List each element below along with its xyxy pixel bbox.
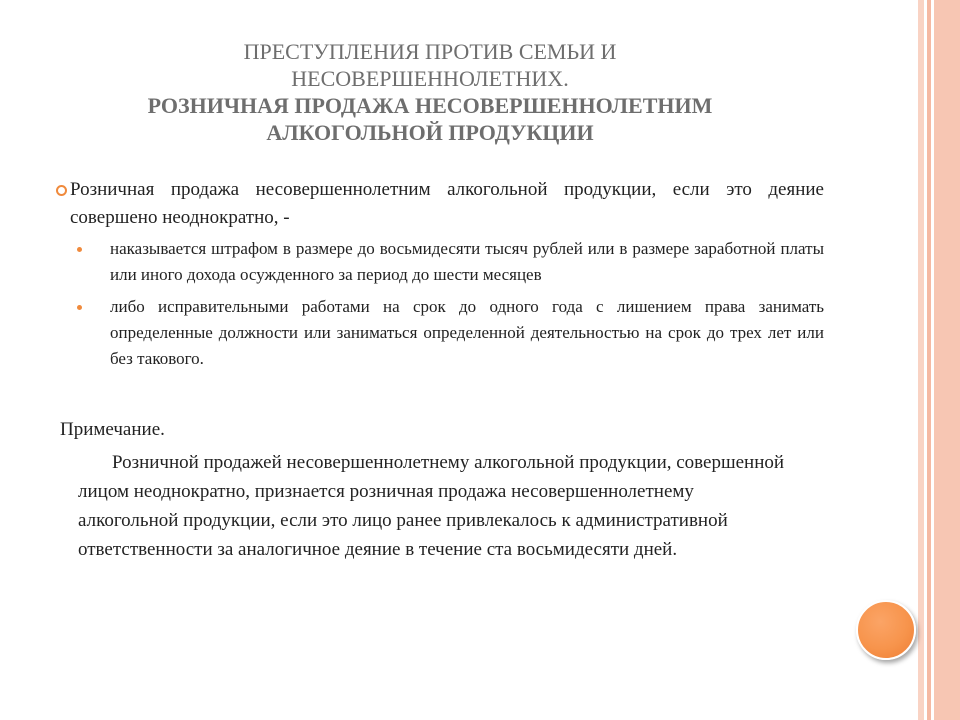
stripe xyxy=(927,0,931,720)
sub-bullet-text: наказывается штрафом в размере до восьмидесяти тысяч рублей или в размере заработной платы или иного дохода осужденного за период до шести месяцев xyxy=(110,239,824,284)
slide-title xyxy=(60,38,800,146)
title-line: ПРЕСТУПЛЕНИЯ ПРОТИВ СЕМЬИ И xyxy=(243,39,617,64)
slide-content xyxy=(60,176,824,564)
note-text: Розничной продажей несовершеннолетнему алкогольной продукции, совершенной лицом неоднократно, признается розничная продажа несовершеннолетнему алкогольной продукции, если это лицо ранее привлекалось к административной ответственности за аналогичное деяние в течение ста восьмидесяти дней. xyxy=(78,452,785,560)
ring-bullet-icon xyxy=(56,185,67,196)
sub-bullet xyxy=(108,294,824,372)
sub-bullet-text: либо исправительными работами на срок до одного года с лишением права занимать определенные должности или заниматься определенной деятельностью на срок до трех лет или без такового. xyxy=(110,297,824,368)
note-paragraph xyxy=(78,448,798,564)
sub-bullet xyxy=(108,236,824,288)
decorative-stripes xyxy=(918,0,960,720)
stripe xyxy=(934,0,960,720)
note-heading: Примечание. xyxy=(60,419,165,440)
dot-bullet-icon xyxy=(77,247,82,252)
main-bullet xyxy=(60,176,824,232)
title-line: НЕСОВЕРШЕННОЛЕТНИХ. xyxy=(291,66,569,91)
subtitle-line: РОЗНИЧНАЯ ПРОДАЖА НЕСОВЕРШЕННОЛЕТНИМ xyxy=(147,93,713,118)
stripe xyxy=(918,0,924,720)
dot-bullet-icon xyxy=(77,305,82,310)
orange-circle xyxy=(856,600,916,660)
subtitle-line: АЛКОГОЛЬНОЙ ПРОДУКЦИИ xyxy=(266,120,594,145)
main-bullet-text: Розничная продажа несовершеннолетним алкогольной продукции, если это деяние совершено неоднократно, - xyxy=(70,179,824,228)
